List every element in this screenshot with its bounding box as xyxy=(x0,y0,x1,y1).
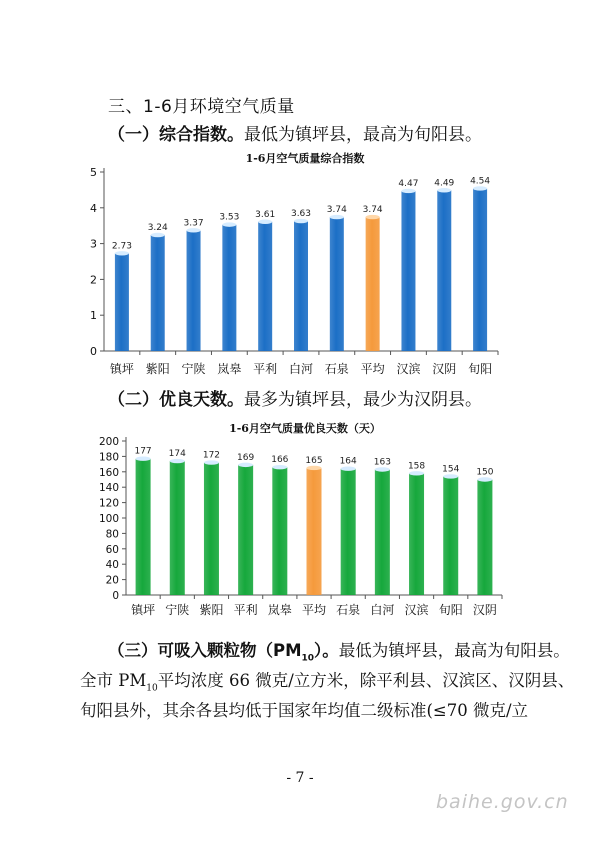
paragraph-heading: （二）优良天数。 xyxy=(108,390,244,410)
bar xyxy=(443,476,458,595)
data-label: 166 xyxy=(271,455,289,466)
category-label: 汉阴 xyxy=(472,603,497,617)
y-tick-label: 40 xyxy=(105,559,119,572)
bar-cap xyxy=(375,467,390,471)
category-label: 旬阳 xyxy=(468,362,493,376)
chart-title: 1-6月空气质量优良天数（天） xyxy=(229,422,381,435)
y-tick-label: 80 xyxy=(105,528,119,541)
data-label: 172 xyxy=(202,450,221,461)
category-label: 白河 xyxy=(370,603,395,617)
pm10-line2-subscript: 10 xyxy=(146,683,158,694)
y-tick-label: 5 xyxy=(90,166,97,179)
bar-cap xyxy=(341,467,356,471)
category-label: 岚皋 xyxy=(217,362,242,376)
data-label: 4.49 xyxy=(434,178,455,189)
category-label: 宁陕 xyxy=(165,603,190,617)
page-number: - 7 - xyxy=(286,770,314,786)
bar-cap xyxy=(258,220,272,224)
bar xyxy=(366,217,380,351)
data-label: 2.73 xyxy=(111,241,132,252)
section-title: 三、1-6月环境空气质量 xyxy=(108,97,295,117)
bar xyxy=(401,191,415,351)
bar xyxy=(136,459,151,595)
category-label: 汉滨 xyxy=(396,362,421,376)
composite-index-plot xyxy=(80,150,530,380)
y-tick-label: 140 xyxy=(98,482,119,495)
bar-cap xyxy=(115,251,129,255)
bar xyxy=(222,225,236,351)
category-label: 白河 xyxy=(288,362,314,376)
bar-cap xyxy=(330,215,344,219)
pm10-line2-post: 平均浓度 66 微克/立方米，除平利县、汉滨区、汉阴县、 xyxy=(157,671,575,690)
data-label: 3.24 xyxy=(147,223,168,234)
category-label: 紫阳 xyxy=(199,603,224,617)
paragraph-composite-index xyxy=(108,122,568,148)
bar-cap xyxy=(437,188,451,192)
bar xyxy=(330,217,344,351)
data-label: 3.63 xyxy=(290,209,312,220)
good-days-chart xyxy=(80,420,530,620)
paragraph-good-days xyxy=(108,387,568,413)
pm10-subscript: 10 xyxy=(301,653,315,664)
category-label: 石泉 xyxy=(324,362,349,376)
data-label: 3.37 xyxy=(183,218,204,229)
data-label: 177 xyxy=(134,446,152,457)
data-label: 3.53 xyxy=(219,212,240,223)
bar-cap xyxy=(307,466,322,470)
pm10-line3: 旬阳县外，其余各县均低于国家年均值二级标准(≤70 微克/立 xyxy=(80,701,529,720)
y-tick-label: 2 xyxy=(90,273,97,287)
data-label: 150 xyxy=(476,467,494,478)
category-label: 紫阳 xyxy=(145,362,170,376)
y-tick-label: 0 xyxy=(112,590,119,602)
bar xyxy=(187,230,201,351)
category-label: 平利 xyxy=(233,603,258,617)
watermark: baihe.gov.cn xyxy=(436,791,569,813)
bar xyxy=(294,221,308,351)
data-label: 3.74 xyxy=(326,205,347,216)
y-tick-label: 200 xyxy=(98,436,119,448)
paragraph-text: 最多为镇坪县，最少为汉阴县。 xyxy=(244,390,482,410)
category-label: 平均 xyxy=(301,603,327,617)
chart-title: 1-6月空气质量综合指数 xyxy=(245,152,365,165)
y-tick-label: 4 xyxy=(90,201,97,215)
bar xyxy=(409,473,424,595)
pm10-heading-text: （三）可吸入颗粒物（PM xyxy=(108,641,302,660)
data-label: 158 xyxy=(407,461,426,472)
category-label: 镇坪 xyxy=(109,362,134,376)
bar xyxy=(307,468,322,595)
pm10-text: 最低为镇坪县，最高为旬阳县。 xyxy=(338,641,570,660)
category-label: 旬阳 xyxy=(438,603,463,617)
data-label: 3.61 xyxy=(255,209,276,220)
bar-cap xyxy=(294,219,308,223)
bar xyxy=(375,469,390,595)
bar-cap xyxy=(204,460,219,464)
pm10-line2-pre: 全市 PM xyxy=(80,671,147,690)
category-label: 岚皋 xyxy=(267,603,292,617)
category-label: 平均 xyxy=(360,362,385,376)
data-label: 165 xyxy=(305,455,323,466)
bar xyxy=(258,222,272,351)
y-tick-label: 0 xyxy=(90,345,97,358)
paragraph-pm10-line3 xyxy=(80,696,570,726)
data-label: 4.47 xyxy=(398,178,419,189)
bar xyxy=(238,465,253,595)
bar-cap xyxy=(473,186,487,190)
category-label: 平利 xyxy=(253,362,278,376)
data-label: 4.54 xyxy=(470,176,491,187)
bar xyxy=(437,190,451,351)
bar-cap xyxy=(136,457,151,461)
pm10-heading xyxy=(108,641,339,664)
bar-cap xyxy=(170,459,185,463)
bar-cap xyxy=(222,222,236,226)
y-tick-label: 160 xyxy=(98,466,119,479)
y-tick-label: 20 xyxy=(105,574,119,587)
y-tick-label: 1 xyxy=(90,309,97,323)
y-tick-label: 3 xyxy=(90,237,97,251)
bar-cap xyxy=(238,463,253,467)
category-label: 石泉 xyxy=(336,603,361,617)
bar xyxy=(272,467,287,595)
y-tick-label: 180 xyxy=(98,451,119,464)
bar xyxy=(477,480,492,596)
data-label: 169 xyxy=(237,452,255,463)
data-label: 174 xyxy=(168,449,186,460)
bar xyxy=(473,188,487,351)
data-label: 3.74 xyxy=(362,205,383,216)
bar-cap xyxy=(272,465,287,469)
y-tick-label: 60 xyxy=(105,543,119,556)
bar-cap xyxy=(477,477,492,481)
y-tick-label: 120 xyxy=(98,497,119,510)
bar-cap xyxy=(366,215,380,219)
paragraph-text: 最低为镇坪县，最高为旬阳县。 xyxy=(244,125,482,145)
bar xyxy=(341,469,356,595)
category-label: 镇坪 xyxy=(131,603,156,617)
data-label: 164 xyxy=(339,456,357,467)
bar xyxy=(204,463,219,595)
bar-cap xyxy=(401,189,415,193)
category-label: 宁陕 xyxy=(181,362,206,376)
good-days-plot xyxy=(80,420,530,620)
bar-cap xyxy=(187,228,201,232)
composite-index-chart xyxy=(80,150,530,380)
pm10-heading-end: ）。 xyxy=(314,641,339,660)
bar xyxy=(115,253,129,351)
category-label: 汉滨 xyxy=(404,603,429,617)
y-tick-label: 100 xyxy=(98,513,119,525)
data-label: 154 xyxy=(442,464,460,475)
bar xyxy=(151,235,165,351)
paragraph-heading: （一）综合指数。 xyxy=(108,125,244,145)
bar xyxy=(170,461,185,595)
bar-cap xyxy=(409,471,424,475)
bar-cap xyxy=(151,233,165,237)
data-label: 163 xyxy=(373,457,391,468)
bar-cap xyxy=(443,474,458,478)
category-label: 汉阴 xyxy=(432,362,457,376)
